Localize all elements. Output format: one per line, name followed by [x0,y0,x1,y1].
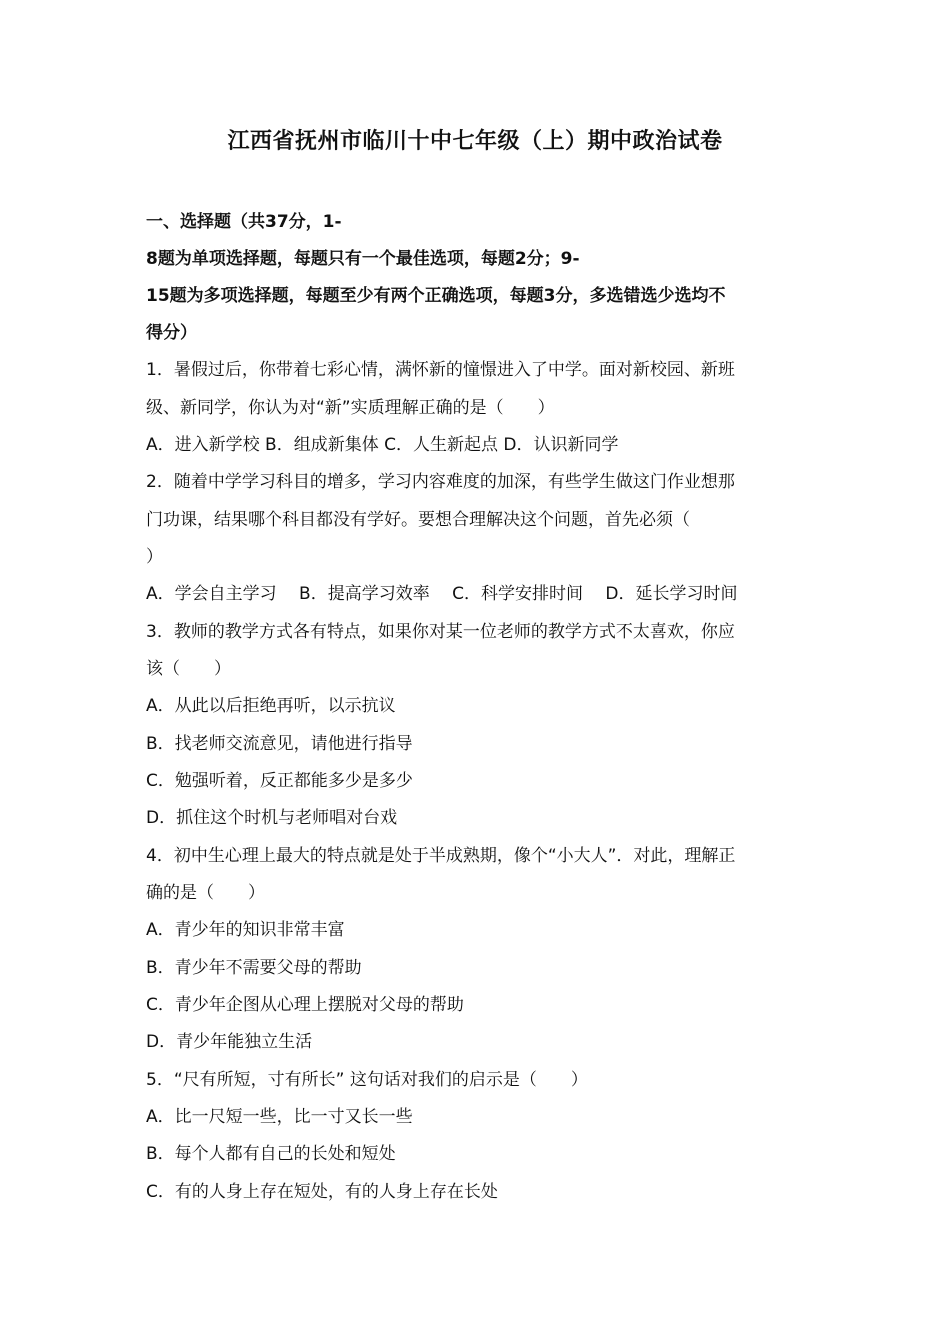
question-3-option-b: B．找老师交流意见，请他进行指导 [146,734,413,754]
question-1-options: A．进入新学校 B．组成新集体 C．人生新起点 D．认识新同学 [146,435,619,455]
question-1-stem: 级、新同学，你认为对“新”实质理解正确的是（ ） [146,398,555,418]
section-header-line: 得分） [146,323,197,343]
page-title: 江西省抚州市临川十中七年级（上）期中政治试卷 [227,129,723,154]
question-3-option-d: D．抓住这个时机与老师唱对台戏 [146,808,398,828]
section-header-line: 15题为多项选择题，每题至少有两个正确选项，每题3分，多选错选少选均不 [146,286,726,306]
question-4-option-d: D．青少年能独立生活 [146,1032,313,1052]
question-5-option-c: C．有的人身上存在短处，有的人身上存在长处 [146,1182,498,1202]
section-header-line: 8题为单项选择题，每题只有一个最佳选项，每题2分；9- [146,249,580,269]
question-4-stem: 4．初中生心理上最大的特点就是处于半成熟期，像个“小大人”．对此，理解正 [146,846,736,866]
question-4-stem: 确的是（ ） [146,883,265,903]
question-2-stem: 门功课，结果哪个科目都没有学好。要想合理解决这个问题，首先必须（ [146,510,690,530]
question-2-stem: ） [146,547,163,567]
question-4-option-b: B．青少年不需要父母的帮助 [146,958,362,978]
question-3-stem: 该（ ） [146,659,231,679]
question-3-option-a: A．从此以后拒绝再听，以示抗议 [146,696,396,716]
question-1-stem: 1．暑假过后，你带着七彩心情，满怀新的憧憬进入了中学。面对新校园、新班 [146,360,735,380]
question-2-stem: 2．随着中学学习科目的增多，学习内容难度的加深，有些学生做这门作业想那 [146,472,735,492]
question-5-option-b: B．每个人都有自己的长处和短处 [146,1144,396,1164]
question-2-options: A．学会自主学习 B．提高学习效率 C．科学安排时间 D．延长学习时间 [146,584,738,604]
question-4-option-c: C．青少年企图从心理上摆脱对父母的帮助 [146,995,464,1015]
question-3-option-c: C．勉强听着，反正都能多少是多少 [146,771,413,791]
question-5-stem: 5．“尺有所短，寸有所长” 这句话对我们的启示是（ ） [146,1070,588,1090]
question-5-option-a: A．比一尺短一些，比一寸又长一些 [146,1107,413,1127]
question-4-option-a: A．青少年的知识非常丰富 [146,920,345,940]
question-3-stem: 3．教师的教学方式各有特点，如果你对某一位老师的教学方式不太喜欢，你应 [146,622,735,642]
section-header-line: 一、选择题（共37分，1- [146,212,342,232]
